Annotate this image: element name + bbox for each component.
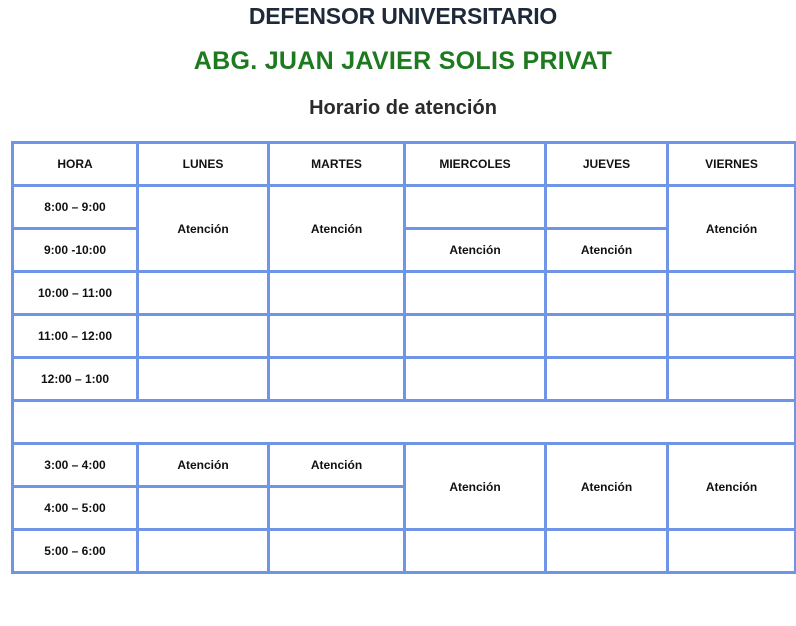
slot-viernes: Atención xyxy=(668,444,796,530)
empty-cell xyxy=(405,315,546,358)
table-row xyxy=(13,530,796,573)
col-header-viernes: VIERNES xyxy=(668,143,796,186)
slot-jueves: Atención xyxy=(546,444,668,530)
empty-cell xyxy=(405,530,546,573)
slot-jueves: Atención xyxy=(546,229,668,272)
empty-cell xyxy=(269,487,405,530)
hour-cell: 10:00 – 11:00 xyxy=(13,272,138,315)
schedule-heading: Horario de atención xyxy=(309,97,497,119)
empty-cell xyxy=(269,272,405,315)
empty-cell xyxy=(668,315,796,358)
slot-martes: Atención xyxy=(269,444,405,487)
empty-cell xyxy=(269,358,405,401)
table-row xyxy=(13,186,796,229)
col-header-hora: HORA xyxy=(13,143,138,186)
empty-cell xyxy=(546,186,668,229)
slot-martes: Atención xyxy=(269,186,405,272)
table-row xyxy=(13,272,796,315)
empty-cell xyxy=(546,272,668,315)
empty-cell xyxy=(668,530,796,573)
empty-cell xyxy=(546,530,668,573)
empty-cell xyxy=(668,272,796,315)
empty-cell xyxy=(405,186,546,229)
table-row xyxy=(13,358,796,401)
empty-cell xyxy=(546,358,668,401)
slot-lunes: Atención xyxy=(138,444,269,487)
empty-cell xyxy=(138,358,269,401)
hour-cell: 3:00 – 4:00 xyxy=(13,444,138,487)
empty-cell xyxy=(405,358,546,401)
col-header-martes: MARTES xyxy=(269,143,405,186)
slot-miercoles: Atención xyxy=(405,444,546,530)
hour-cell: 5:00 – 6:00 xyxy=(13,530,138,573)
slot-miercoles: Atención xyxy=(405,229,546,272)
table-row xyxy=(13,315,796,358)
empty-cell xyxy=(138,530,269,573)
page-title: DEFENSOR UNIVERSITARIO xyxy=(248,3,558,29)
hour-cell: 12:00 – 1:00 xyxy=(13,358,138,401)
slot-viernes: Atención xyxy=(668,186,796,272)
table-row xyxy=(13,444,796,487)
col-header-miercoles: MIERCOLES xyxy=(405,143,546,186)
defender-name: ABG. JUAN JAVIER SOLIS PRIVAT xyxy=(193,47,613,75)
hour-cell: 11:00 – 12:00 xyxy=(13,315,138,358)
hour-cell: 8:00 – 9:00 xyxy=(13,186,138,229)
table-header-row xyxy=(13,143,796,186)
empty-cell xyxy=(138,487,269,530)
empty-cell xyxy=(138,315,269,358)
empty-cell xyxy=(269,315,405,358)
slot-lunes: Atención xyxy=(138,186,269,272)
hour-cell: 4:00 – 5:00 xyxy=(13,487,138,530)
break-cell xyxy=(13,401,796,444)
empty-cell xyxy=(546,315,668,358)
col-header-jueves: JUEVES xyxy=(546,143,668,186)
hour-cell: 9:00 -10:00 xyxy=(13,229,138,272)
empty-cell xyxy=(668,358,796,401)
schedule-table xyxy=(11,141,796,574)
col-header-lunes: LUNES xyxy=(138,143,269,186)
empty-cell xyxy=(138,272,269,315)
lunch-break-row xyxy=(13,401,796,444)
empty-cell xyxy=(269,530,405,573)
empty-cell xyxy=(405,272,546,315)
